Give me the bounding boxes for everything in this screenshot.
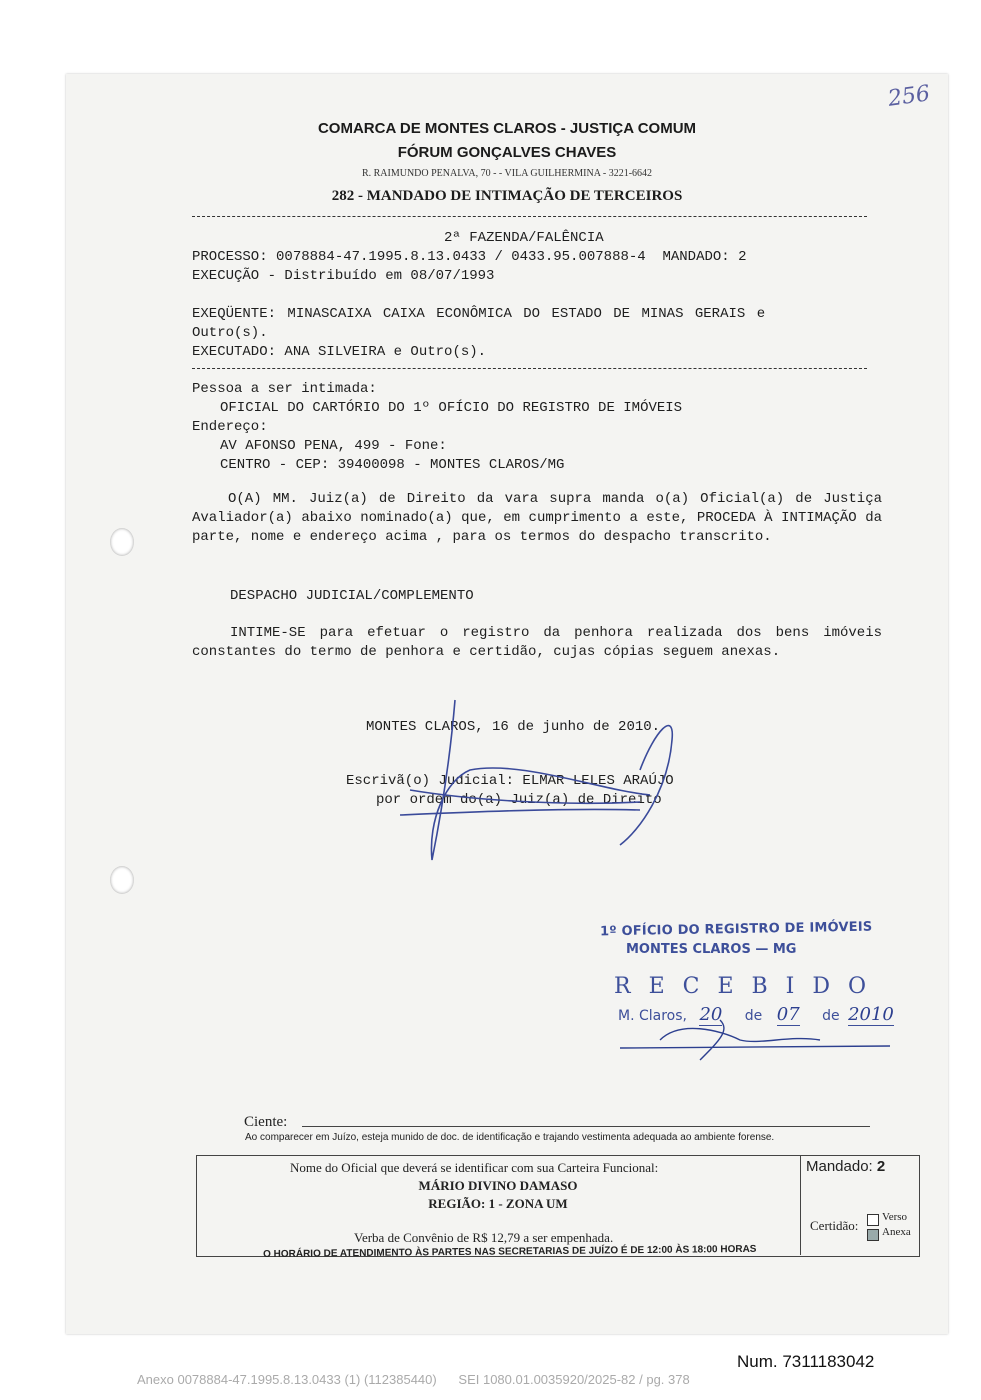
attire-note: Ao comparecer em Juízo, esteja munido de doc. de identificação e trajando vestimenta adequada ao ambiente forense. bbox=[245, 1132, 775, 1143]
anexa-label: Anexa bbox=[882, 1226, 911, 1238]
forum-name: FÓRUM GONÇALVES CHAVES bbox=[397, 144, 617, 161]
date-line: MONTES CLAROS, 16 de junho de 2010. bbox=[366, 719, 661, 735]
despacho-text: INTIME-SE para efetuar o registro da penhora realizada dos bens imóveis constantes do termo de penhora e certidão, cujas cópias seguem anexas. bbox=[192, 625, 882, 660]
box-divider bbox=[800, 1155, 801, 1255]
certidao-label: Certidão: bbox=[810, 1218, 859, 1233]
stamp-received: RECEBIDO bbox=[614, 974, 885, 999]
exequente-cont: Outro(s). bbox=[192, 325, 268, 341]
recipient-label: Pessoa a ser intimada: bbox=[192, 381, 377, 397]
address-line2: CENTRO - CEP: 39400098 - MONTES CLAROS/MG bbox=[220, 457, 565, 473]
document-type: 282 - MANDADO DE INTIMAÇÃO DE TERCEIROS bbox=[331, 188, 683, 204]
office-hours-note: O HORÁRIO DE ATENDIMENTO ÀS PARTES NAS SECRETARIAS DE JUÍZO É DE 12:00 ÀS 18:00 HORAS bbox=[263, 1243, 757, 1260]
despacho-title: DESPACHO JUDICIAL/COMPLEMENTO bbox=[230, 588, 474, 604]
verso-label: Verso bbox=[882, 1211, 908, 1223]
order-paragraph: O(A) MM. Juiz(a) de Direito da vara supra manda o(a) Oficial(a) de Justiça Avaliador(a) abaixo nominado(a) que, em cumprimento a este, PROCEDA À INTIMAÇÃO da parte, nome e endereço acima , para os termos do despacho transcrito. bbox=[192, 491, 882, 545]
officer-label: Nome do Oficial que deverá se identificar com sua Carteira Funcional: bbox=[290, 1160, 659, 1175]
stamp-city: MONTES CLAROS — MG bbox=[626, 942, 797, 957]
court-title: COMARCA DE MONTES CLAROS - JUSTIÇA COMUM bbox=[317, 120, 697, 137]
mandado-number bbox=[806, 1158, 885, 1175]
exequente: EXEQÜENTE: MINASCAIXA CAIXA ECONÔMICA DO ESTADO DE MINAS GERAIS e bbox=[192, 306, 766, 322]
ciente-signature-line bbox=[302, 1126, 870, 1127]
vara-name: 2ª FAZENDA/FALÊNCIA bbox=[444, 230, 604, 246]
clerk-order-line: por ordem do(a) Juiz(a) de Direito bbox=[376, 792, 662, 808]
stamp-registry-name: 1º OFÍCIO DO REGISTRO DE IMÓVEIS bbox=[599, 919, 873, 940]
mandado-label: Mandado: bbox=[806, 1158, 873, 1175]
anexa-checkbox[interactable] bbox=[867, 1229, 879, 1241]
stamp-month: 07 bbox=[776, 1004, 800, 1025]
sei-reference: SEI 1080.01.0035920/2025-82 / pg. 378 bbox=[458, 1372, 690, 1387]
execution-line: EXECUÇÃO - Distribuído em 08/07/1993 bbox=[192, 268, 495, 284]
stamp-date-line bbox=[618, 1004, 894, 1025]
verba-convenio: Verba de Convênio de R$ 12,79 a ser empenhada. bbox=[354, 1230, 614, 1245]
officer-name: MÁRIO DIVINO DAMASO bbox=[418, 1178, 578, 1193]
address-label: Endereço: bbox=[192, 419, 268, 435]
verso-checkbox[interactable] bbox=[867, 1214, 879, 1226]
process-number: PROCESSO: 0078884-47.1995.8.13.0433 / 0433.95.007888-4 MANDADO: 2 bbox=[192, 249, 747, 265]
annex-reference: Anexo 0078884-47.1995.8.13.0433 (1) (112385440) bbox=[137, 1372, 437, 1387]
stamp-date-city: M. Claros, bbox=[618, 1008, 687, 1024]
recipient-name: OFICIAL DO CARTÓRIO DO 1º OFÍCIO DO REGISTRO DE IMÓVEIS bbox=[220, 400, 683, 416]
margin-page-number: 256 bbox=[886, 81, 932, 112]
document-number: Num. 7311183042 bbox=[737, 1352, 875, 1371]
officer-region: REGIÃO: 1 - ZONA UM bbox=[428, 1196, 568, 1211]
stamp-day: 20 bbox=[699, 1004, 723, 1025]
executado: EXECUTADO: ANA SILVEIRA e Outro(s). bbox=[192, 344, 487, 360]
clerk-line: Escrivã(o) Judicial: ELMAR LELES ARAÚJO bbox=[346, 773, 674, 789]
stamp-de: de bbox=[822, 1008, 840, 1024]
court-address: R. RAIMUNDO PENALVA, 70 - - VILA GUILHERMINA - 3221-6642 bbox=[361, 168, 653, 179]
mandado-value: 2 bbox=[876, 1158, 886, 1175]
ciente-label: Ciente: bbox=[244, 1114, 288, 1130]
stamp-year: 2010 bbox=[848, 1004, 894, 1025]
footer-reference bbox=[137, 1372, 690, 1387]
address-line1: AV AFONSO PENA, 499 - Fone: bbox=[220, 438, 447, 454]
stamp-de: de bbox=[744, 1008, 763, 1024]
